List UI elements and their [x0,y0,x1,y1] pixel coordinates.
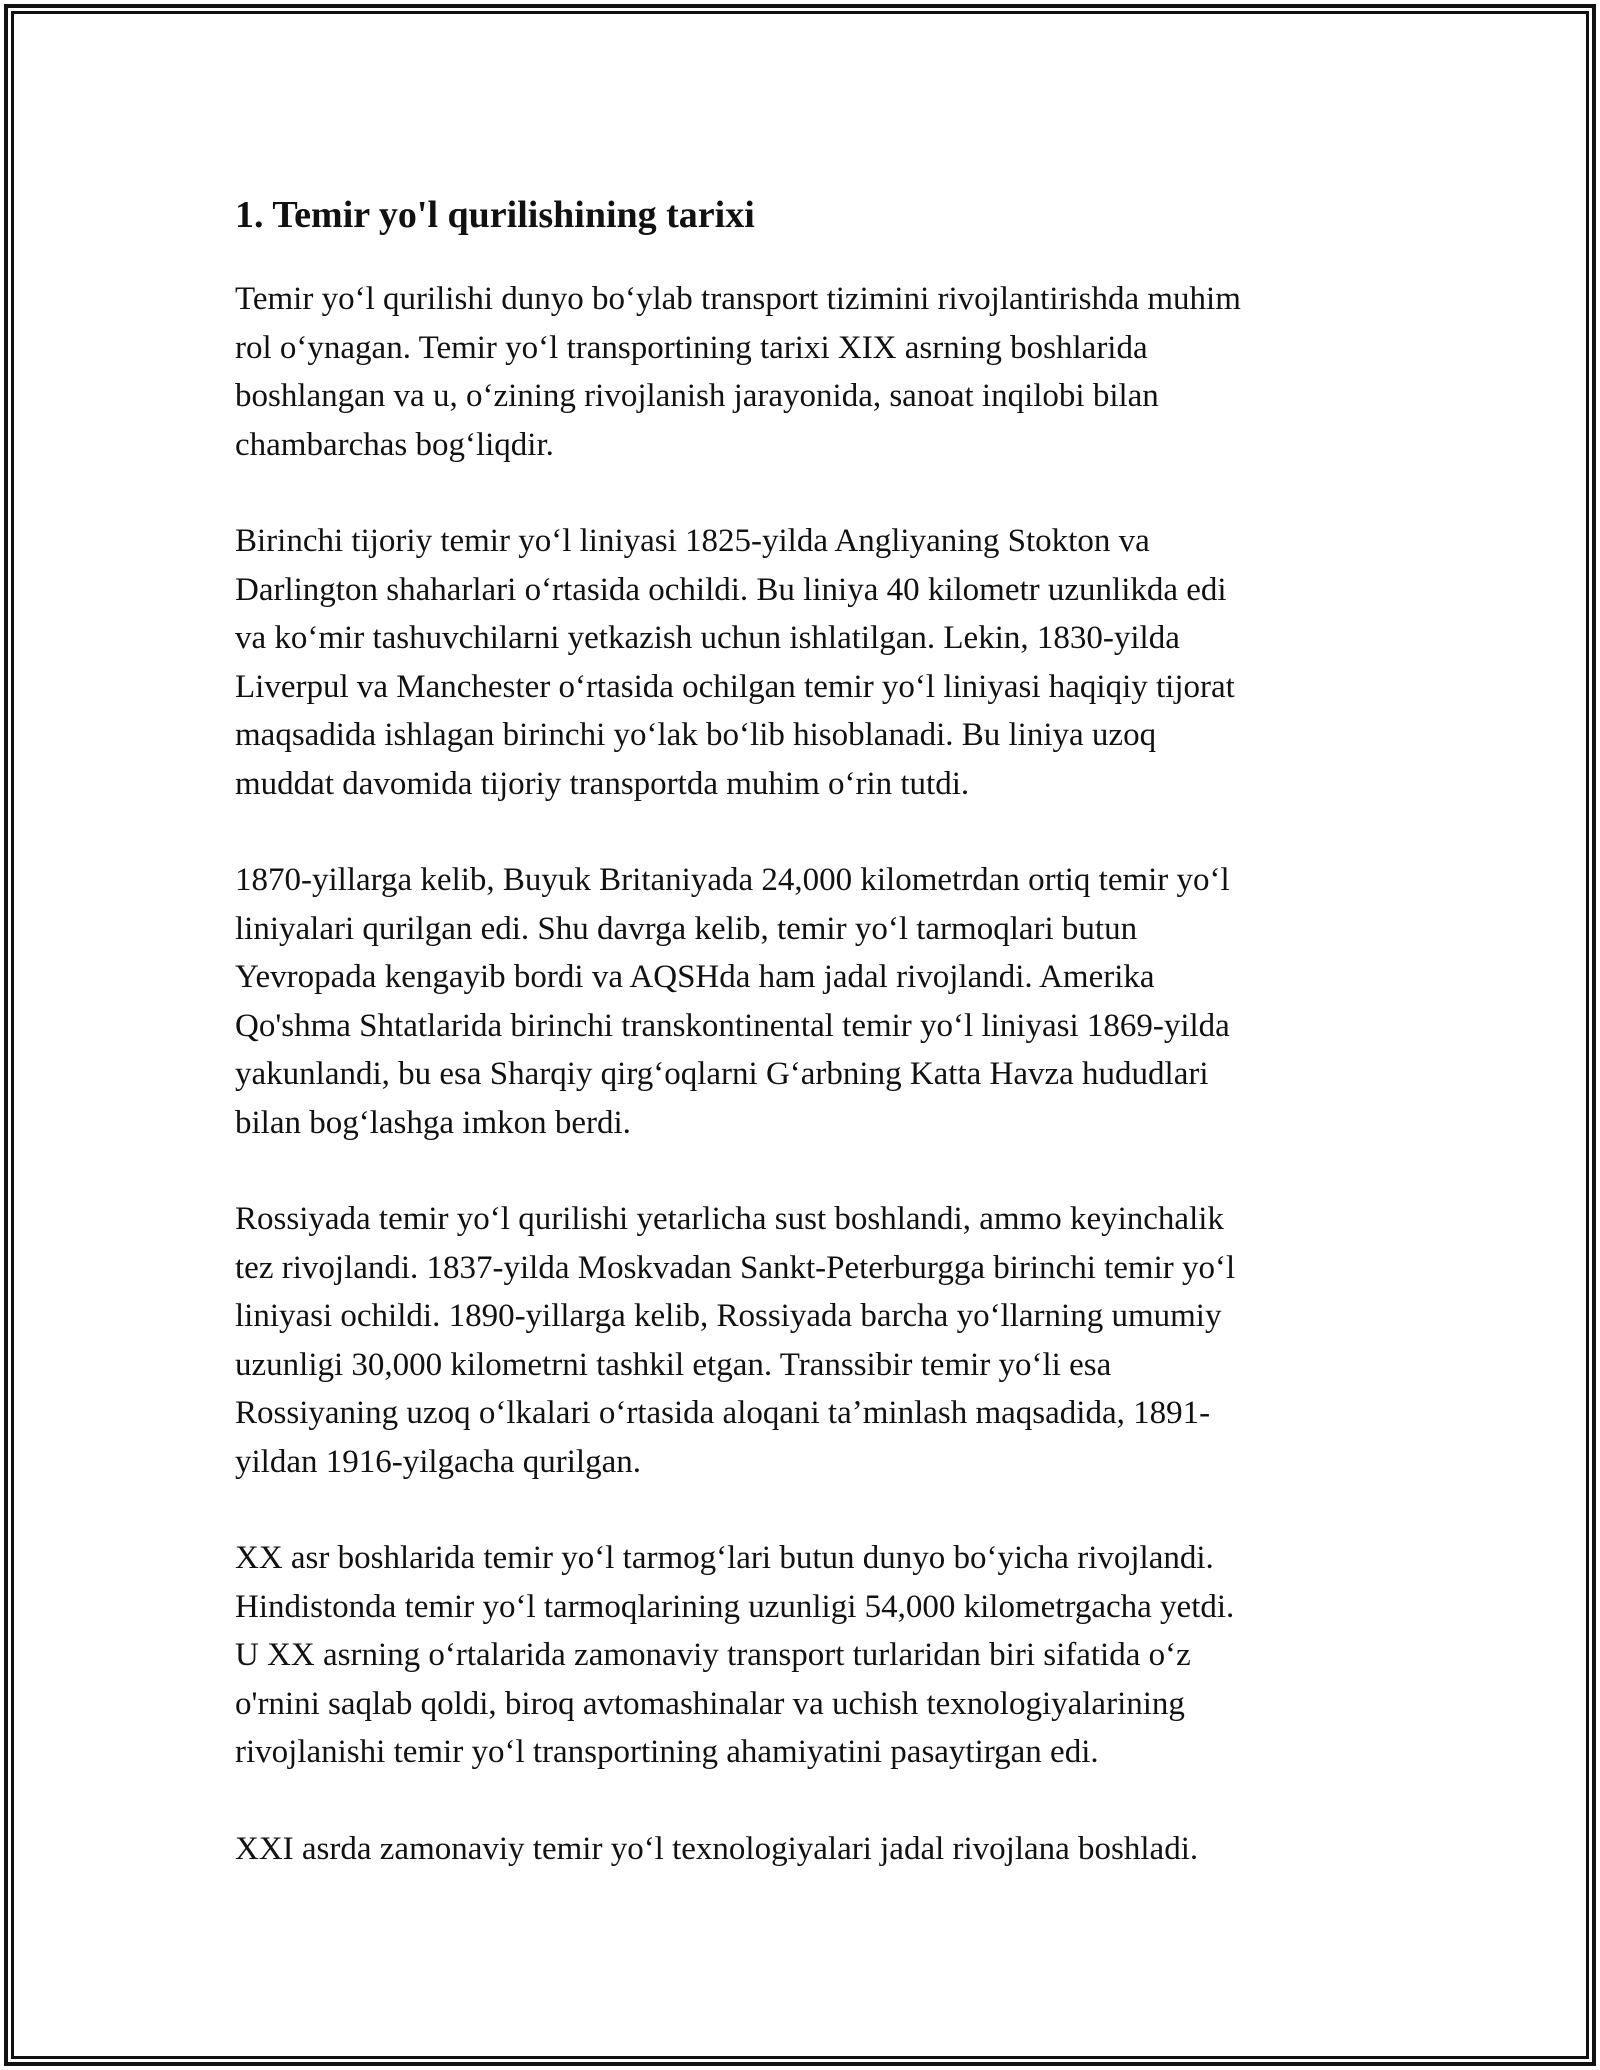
text-line: 1870-yillarga kelib, Buyuk Britaniyada 24,000 kilometrdan ortiq temir yoʻl [235,862,1230,898]
text-line: Temir yoʻl qurilishi dunyo boʻylab transport tizimini rivojlantirishda muhim [235,281,1241,317]
text-line: uzunligi 30,000 kilometrni tashkil etgan. Transsibir temir yoʻli esa [235,1346,1112,1383]
paragraph-1870s [235,856,1365,1147]
text-line: Rossiyaning uzoq oʻlkalari oʻrtasida aloqani taʼminlash maqsadida, 1891- [235,1395,1211,1431]
document-content [235,185,1365,1921]
paragraph-21st-century [235,1825,1365,1874]
text-line: boshlangan va u, oʻzining rivojlanish jarayonida, sanoat inqilobi bilan [235,378,1159,414]
text-line: tez rivojlandi. 1837-yilda Moskvadan Sankt-Peterburgga birinchi temir yoʻl [235,1249,1236,1286]
text-line: va koʻmir tashuvchilarni yetkazish uchun ishlatilgan. Lekin, 1830-yilda [235,620,1180,656]
paragraph-intro [235,275,1365,469]
text-line: muddat davomida tijoriy transportda muhim oʻrin tutdi. [235,765,970,802]
section-heading: 1. Temir yo'l qurilishining tarixi [235,194,755,236]
text-line: chambarchas bogʻliqdir. [235,426,554,463]
text-line: Liverpul va Manchester oʻrtasida ochilgan temir yoʻl liniyasi haqiqiy tijorat [235,668,1235,705]
text-line: XX asr boshlarida temir yoʻl tarmogʻlari butun dunyo boʻyicha rivojlandi. [235,1540,1214,1576]
text-line: Darlington shaharlari oʻrtasida ochildi. Bu liniya 40 kilometr uzunlikda edi [235,571,1227,608]
text-line: Rossiyada temir yoʻl qurilishi yetarlicha sust boshlandi, ammo keyinchalik [235,1201,1224,1237]
text-line: Hindistonda temir yoʻl tarmoqlarining uzunligi 54,000 kilometrgacha yetdi. [235,1588,1235,1625]
text-line: liniyalari qurilgan edi. Shu davrga kelib, temir yoʻl tarmoqlari butun [235,910,1138,947]
text-line: U XX asrning oʻrtalarida zamonaviy transport turlaridan biri sifatida oʻz [235,1637,1191,1673]
paragraph-20th-century [235,1534,1365,1777]
text-line: yakunlandi, bu esa Sharqiy qirgʻoqlarni Gʻarbning Katta Havza hududlari [235,1056,1209,1092]
text-line: bilan bogʻlashga imkon berdi. [235,1104,631,1141]
text-line: liniyasi ochildi. 1890-yillarga kelib, Rossiyada barcha yoʻllarning umumiy [235,1298,1222,1334]
text-line: o'rnini saqlab qoldi, biroq avtomashinalar va uchish texnologiyalarining [235,1685,1185,1722]
text-line: maqsadida ishlagan birinchi yoʻlak boʻlib hisoblanadi. Bu liniya uzoq [235,717,1157,753]
text-line: Yevropada kengayib bordi va AQSHda ham jadal rivojlandi. Amerika [235,959,1155,995]
paragraph-first-railway [235,517,1365,808]
text-line: Birinchi tijoriy temir yoʻl liniyasi 1825-yilda Angliyaning Stokton va [235,523,1150,559]
text-line: Qo'shma Shtatlarida birinchi transkontinental temir yoʻl liniyasi 1869-yilda [235,1007,1230,1044]
paragraph-russia [235,1195,1365,1486]
text-line: rivojlanishi temir yoʻl transportining ahamiyatini pasaytirgan edi. [235,1734,1099,1770]
text-line: rol oʻynagan. Temir yoʻl transportining tarixi XIX asrning boshlarida [235,329,1148,366]
text-line: XXI asrda zamonaviy temir yoʻl texnologiyalari jadal rivojlana boshladi. [235,1830,1199,1867]
text-line: yildan 1916-yilgacha qurilgan. [235,1443,641,1480]
